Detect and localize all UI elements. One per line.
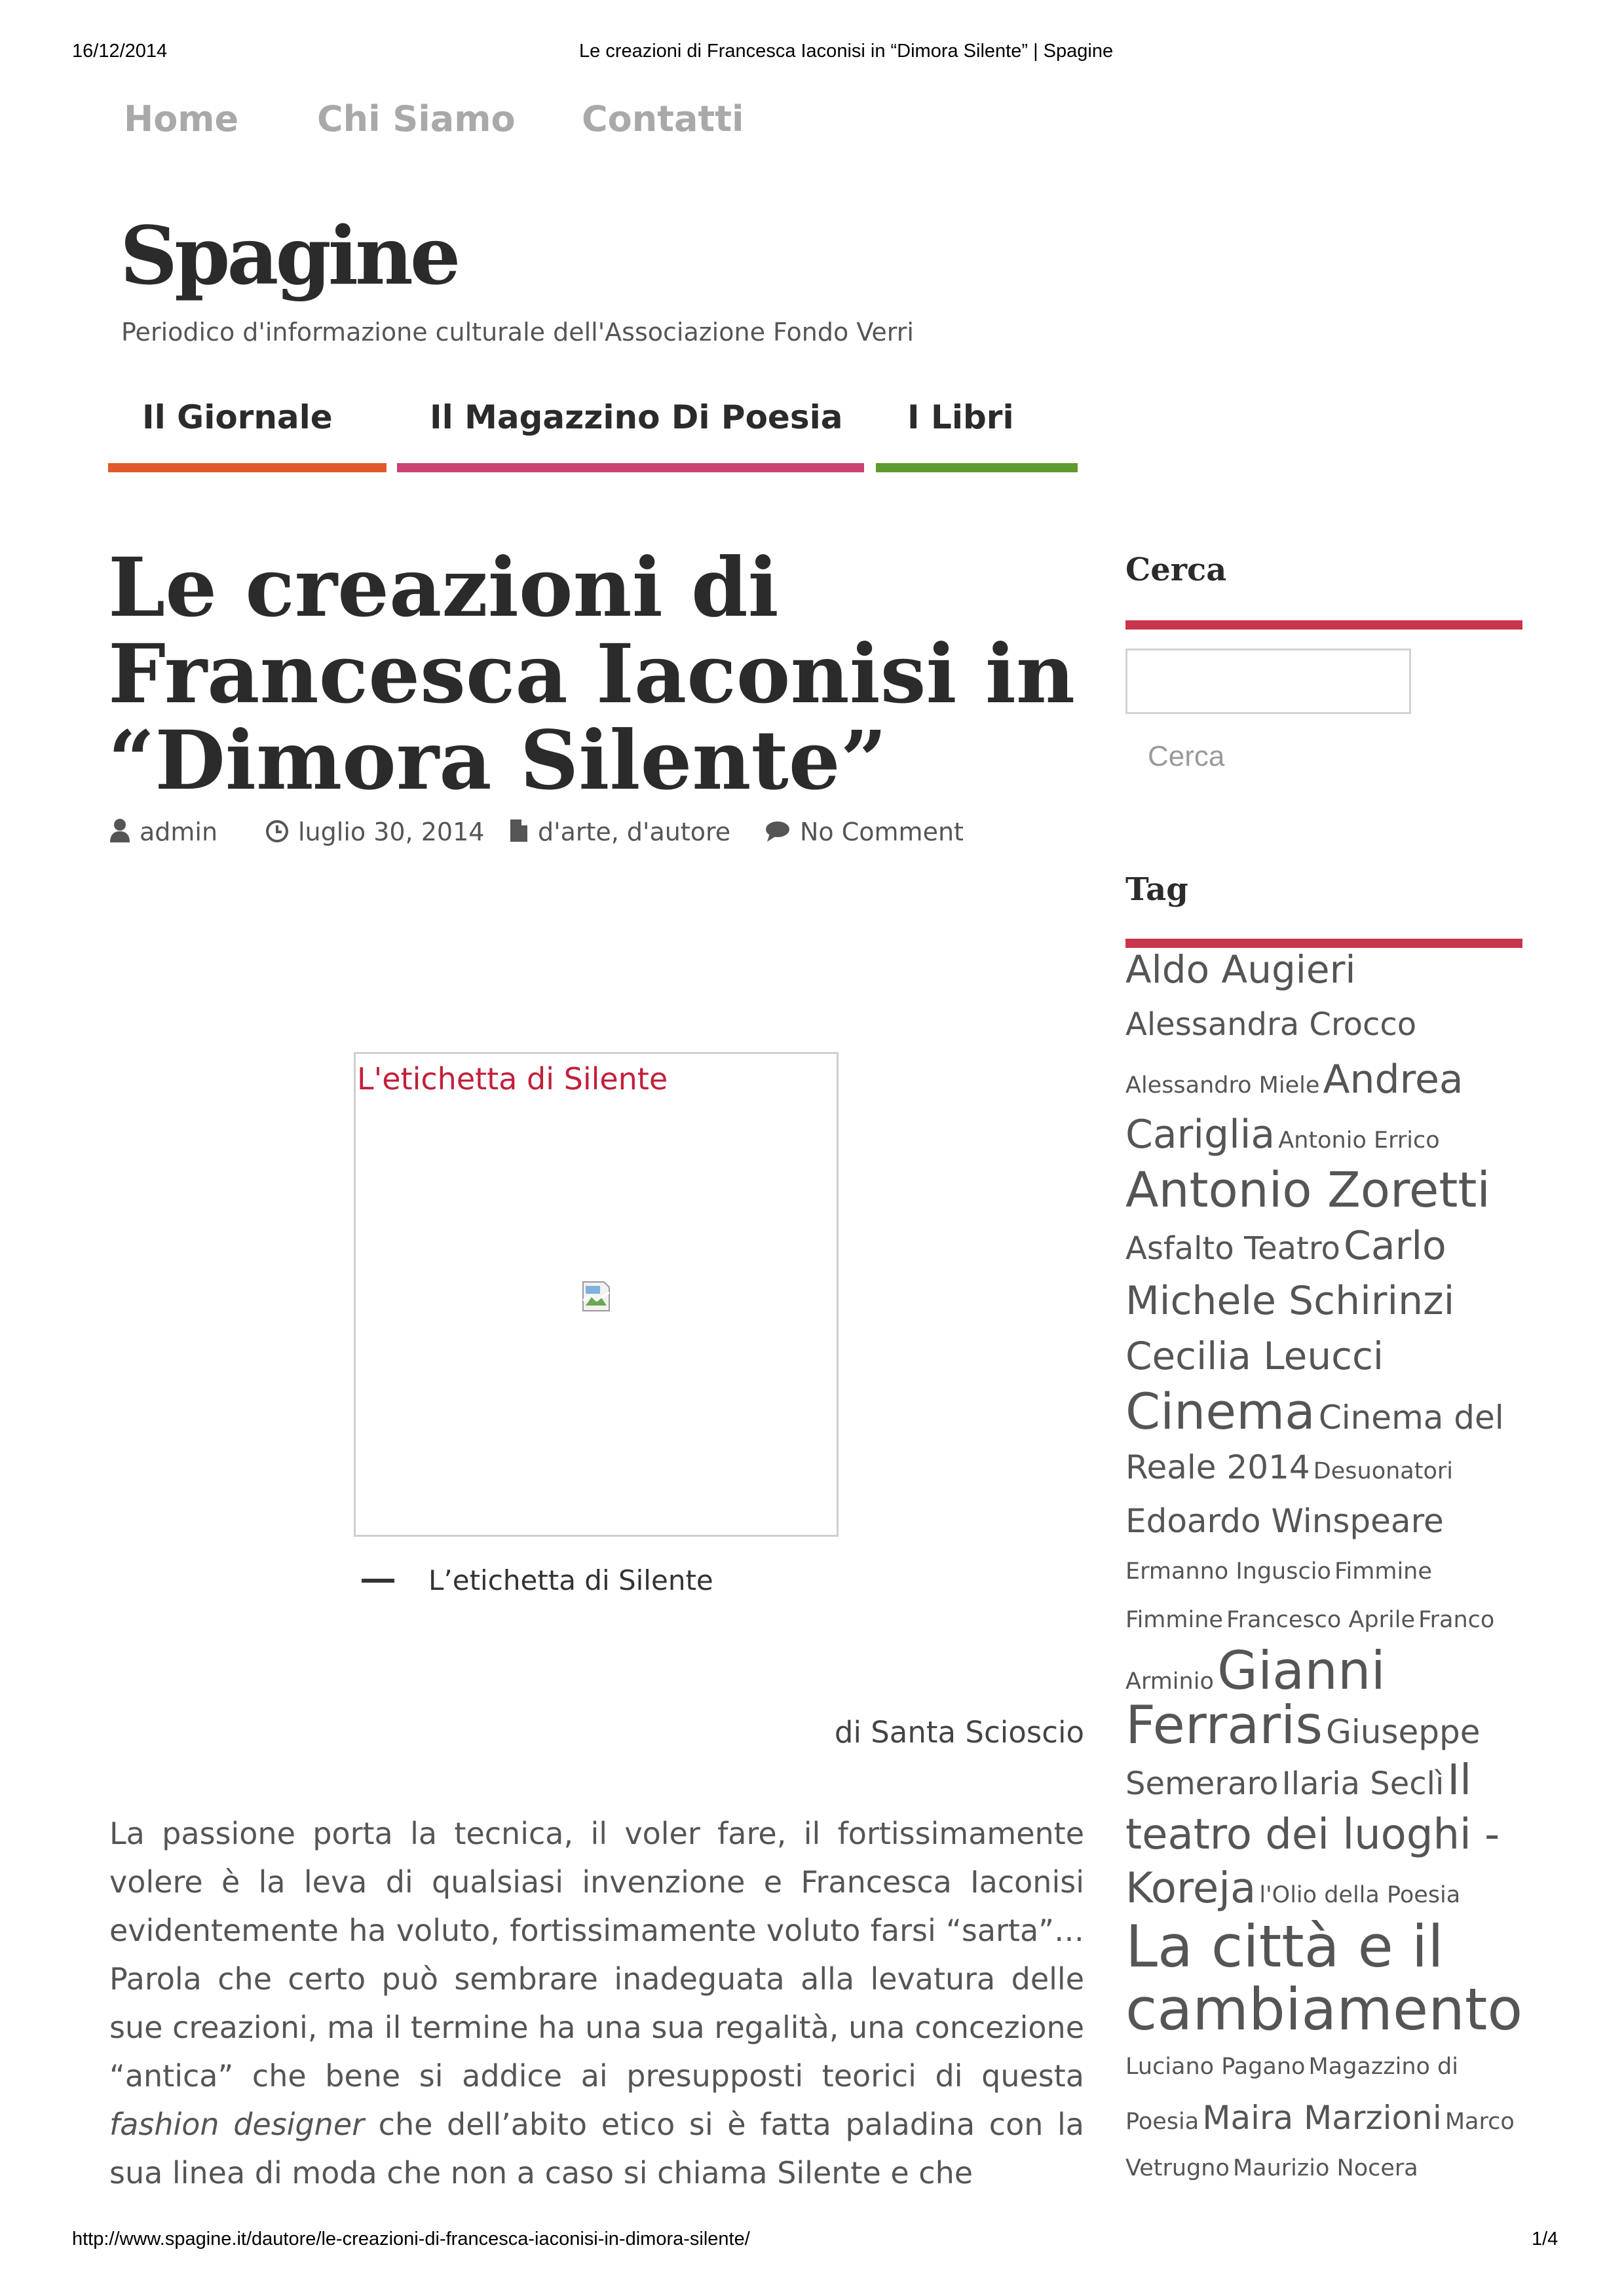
search-button[interactable]: Cerca — [1148, 740, 1225, 772]
tag-cloud — [1125, 942, 1523, 2193]
top-nav-chi-siamo[interactable]: Chi Siamo — [317, 98, 516, 140]
top-nav-contatti[interactable]: Contatti — [582, 98, 744, 140]
tag-link[interactable]: Antonio Errico — [1278, 1127, 1440, 1154]
tag-link[interactable]: Vetrugno — [1125, 2155, 1230, 2181]
tag-link[interactable]: Poesia — [1125, 2109, 1199, 2135]
tag-link[interactable]: Semeraro — [1125, 1765, 1279, 1802]
tag-cloud-line — [1125, 1218, 1519, 1273]
broken-image-icon — [582, 1281, 611, 1312]
tag-cloud-line — [1125, 1495, 1519, 1547]
tag-link[interactable]: Reale 2014 — [1125, 1448, 1310, 1486]
tag-cloud-line — [1125, 1383, 1519, 1440]
tag-cloud-line — [1125, 1107, 1519, 1162]
post-date-text: luglio 30, 2014 — [298, 818, 485, 846]
tag-cloud-line — [1125, 2041, 1519, 2092]
tag-link[interactable]: Maurizio Nocera — [1232, 2155, 1418, 2181]
main-nav-underline — [876, 463, 1078, 472]
tag-link[interactable]: Andrea — [1323, 1057, 1463, 1102]
tag-link[interactable]: Ferraris — [1125, 1695, 1323, 1756]
site-logo[interactable]: Spagine — [120, 208, 458, 303]
body-text-emphasis: fashion designer — [109, 2107, 365, 2142]
tag-link[interactable]: Il — [1447, 1756, 1472, 1805]
tag-link[interactable]: Desuonatori — [1313, 1458, 1453, 1484]
tag-cloud-line — [1125, 942, 1519, 997]
tag-cloud-line — [1125, 2143, 1519, 2193]
body-text-part: che dell’abito etico si è fatta paladina con la sua linea di moda che non a caso si chiama Silente e che — [109, 2107, 1084, 2191]
post-author-name: admin — [140, 818, 218, 846]
figure-caption: L’etichetta di Silente — [428, 1564, 713, 1596]
tag-link[interactable]: Fimmine — [1334, 1558, 1432, 1585]
tag-cloud-line — [1125, 1162, 1519, 1218]
tag-cloud-line — [1125, 1753, 1519, 1808]
tag-link[interactable]: Ilaria Seclì — [1281, 1765, 1445, 1802]
tag-cloud-line — [1125, 1547, 1519, 1596]
tag-widget-title: Tag — [1125, 871, 1188, 908]
search-widget-bar — [1125, 620, 1522, 630]
tag-link[interactable]: Aldo Augieri — [1125, 947, 1356, 992]
tag-link[interactable]: Arminio — [1125, 1668, 1214, 1695]
tag-link[interactable]: Antonio Zoretti — [1125, 1162, 1490, 1218]
tag-link[interactable]: teatro dei luoghi - — [1125, 1811, 1500, 1859]
tag-cloud-line — [1125, 1695, 1519, 1756]
tag-link[interactable]: Franco — [1418, 1607, 1495, 1633]
tag-link[interactable]: Magazzino di — [1308, 2054, 1458, 2080]
tag-link[interactable]: Alessandro Miele — [1125, 1072, 1320, 1099]
main-nav-label: Il Giornale — [142, 398, 333, 436]
post-categories[interactable] — [509, 818, 730, 846]
tag-link[interactable]: Alessandra Crocco — [1125, 1006, 1417, 1043]
tag-cloud-line — [1125, 1862, 1519, 1915]
tag-link[interactable]: Francesco Aprile — [1226, 1607, 1415, 1633]
tag-link[interactable]: La città e il — [1125, 1913, 1444, 1980]
post-body — [109, 1809, 1084, 2197]
file-icon — [509, 818, 529, 843]
main-nav-magazzino-di-poesia[interactable] — [397, 390, 864, 472]
figure-alt-text: L'etichetta di Silente — [357, 1061, 668, 1097]
post-categories-text: d'arte, d'autore — [538, 818, 731, 846]
print-page-number: 1/4 — [1532, 2229, 1558, 2249]
tag-link[interactable]: Cinema — [1125, 1382, 1315, 1440]
tag-link[interactable]: Koreja — [1125, 1864, 1256, 1913]
tag-cloud-line — [1125, 1976, 1523, 2043]
tag-link[interactable]: Michele Schirinzi — [1125, 1278, 1455, 1324]
tag-cloud-line — [1125, 1915, 1519, 1978]
tag-link[interactable]: Maira Marzioni — [1202, 2099, 1442, 2137]
tag-link[interactable]: Asfalto Teatro — [1125, 1230, 1340, 1267]
post-date — [265, 818, 484, 846]
print-title: Le creazioni di Francesca Iaconisi in “Dimora Silente” | Spagine — [579, 41, 1114, 62]
tag-cloud-line — [1125, 997, 1519, 1052]
print-url: http://www.spagine.it/dautore/le-creazioni-di-francesca-iaconisi-in-dimora-silente/ — [72, 2229, 750, 2249]
search-widget-title: Cerca — [1125, 552, 1227, 588]
tag-link[interactable]: Cecilia Leucci — [1125, 1334, 1384, 1378]
main-nav-label: I Libri — [907, 398, 1014, 436]
body-text-part: La passione porta la tecnica, il voler fare, il fortissimamente volere è la leva di qualsiasi invenzione e Francesca Iaconisi evidentemente ha voluto, fortissimamente voluto farsi “sarta”… Parola che certo può sembrare inadeguata alla levatura delle sue creazioni, ma il termine ha una sua regalità, una concezione “antica” che bene si addice ai presupposti teorici di questa — [109, 1816, 1084, 2094]
tag-link[interactable]: Giuseppe — [1326, 1713, 1481, 1751]
tag-link[interactable]: Luciano Pagano — [1125, 2054, 1306, 2080]
tag-link[interactable]: Carlo — [1344, 1223, 1446, 1269]
post-comments-text: No Comment — [800, 818, 964, 846]
post-title: Le creazioni di Francesca Iaconisi in “Dimora Silente” — [108, 540, 1076, 808]
main-nav-i-libri[interactable] — [876, 390, 1078, 472]
tag-link[interactable]: Gianni — [1217, 1640, 1386, 1701]
tag-link[interactable]: Edoardo Winspeare — [1125, 1502, 1444, 1540]
tag-link[interactable]: Cinema del — [1318, 1399, 1504, 1437]
tag-cloud-line — [1125, 1273, 1519, 1328]
post-comments[interactable] — [765, 818, 964, 846]
user-icon — [109, 818, 130, 843]
tag-link[interactable]: l'Olio della Poesia — [1259, 1882, 1461, 1908]
top-nav-home[interactable]: Home — [124, 98, 239, 140]
main-nav-underline — [108, 463, 387, 472]
tag-cloud-line — [1125, 2092, 1519, 2143]
comment-icon — [765, 819, 791, 843]
main-nav-label: Il Magazzino Di Poesia — [430, 398, 843, 436]
search-input[interactable] — [1125, 649, 1411, 714]
tag-link[interactable]: Fimmine — [1125, 1607, 1223, 1633]
tag-cloud-line — [1125, 1052, 1519, 1107]
tag-cloud-line — [1125, 1328, 1519, 1383]
tag-link[interactable]: Cariglia — [1125, 1112, 1275, 1157]
post-byline: di Santa Scioscio — [834, 1715, 1084, 1750]
tag-cloud-line — [1125, 1640, 1519, 1701]
print-date: 16/12/2014 — [72, 41, 168, 62]
post-author[interactable] — [109, 818, 217, 846]
main-nav-underline — [397, 463, 864, 472]
tag-link[interactable]: Marco — [1445, 2109, 1515, 2135]
site-tagline: Periodico d'informazione culturale dell'Associazione Fondo Verri — [121, 318, 914, 347]
caption-dash — [362, 1579, 394, 1583]
tag-link[interactable]: Ermanno Inguscio — [1125, 1558, 1331, 1585]
tag-cloud-line — [1125, 1596, 1519, 1644]
clock-icon — [265, 819, 289, 843]
main-nav-il-giornale[interactable] — [108, 390, 387, 472]
tag-link[interactable]: cambiamento — [1125, 1976, 1523, 2043]
tag-cloud-line — [1125, 1808, 1519, 1862]
tag-cloud-line — [1125, 1440, 1519, 1495]
